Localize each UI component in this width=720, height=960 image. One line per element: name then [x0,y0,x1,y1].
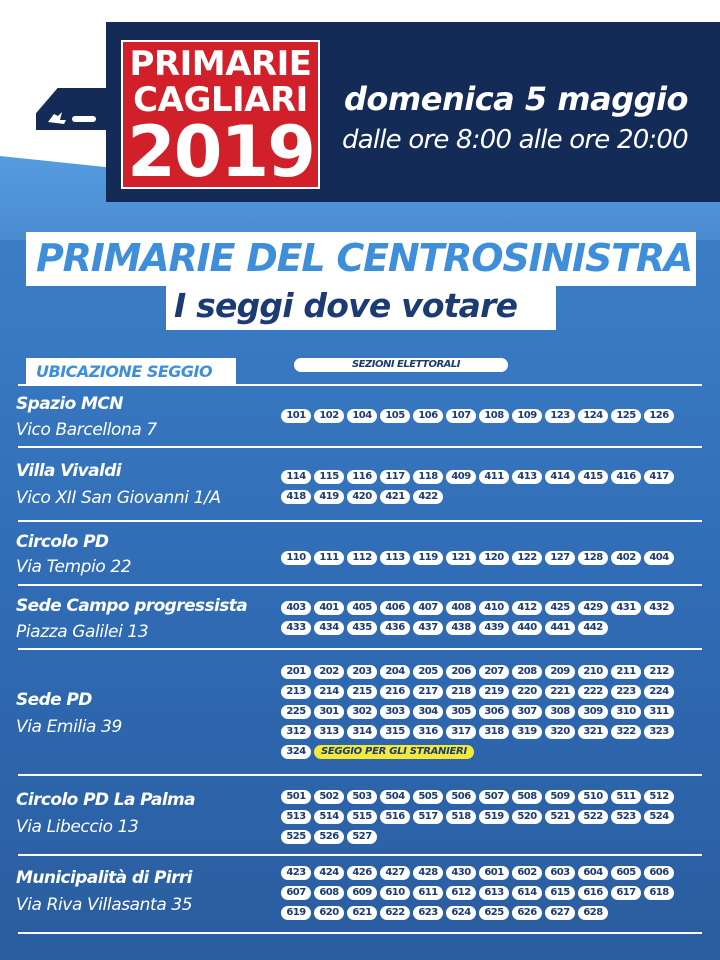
section-badge: 304 [413,705,443,719]
section-list [281,551,675,565]
section-badge: 438 [446,621,476,635]
section-badge: 101 [281,409,311,423]
section-badge: 307 [512,705,542,719]
section-badge: 521 [545,810,575,824]
section-badge: 501 [281,790,311,804]
section-badge: 603 [545,866,575,880]
section-badge: 216 [380,685,410,699]
section-badge: 621 [347,906,377,920]
station-name: Sede Campo progressista [16,596,248,616]
section-badge: 210 [578,665,608,679]
section-badge: 403 [281,601,311,615]
section-badge: 114 [281,470,311,484]
section-badge: 514 [314,810,344,824]
section-badge: 217 [413,685,443,699]
section-list [281,665,675,759]
section-badge: 115 [314,470,344,484]
section-badge: 623 [413,906,443,920]
section-badge: 203 [347,665,377,679]
station-address: Vico Barcellona 7 [16,420,157,440]
section-badge: 108 [479,409,509,423]
section-badge: 616 [578,886,608,900]
logo-city: CAGLIARI [133,80,308,120]
section-badge: 410 [479,601,509,615]
section-badge: 625 [479,906,509,920]
foreign-voters-badge: SEGGIO PER GLI STRANIERI [314,745,474,759]
section-badge: 117 [380,470,410,484]
page-title: PRIMARIE DEL CENTROSINISTRA [36,236,693,280]
section-badge: 322 [611,725,641,739]
section-badge: 402 [611,551,641,565]
section-badge: 121 [446,551,476,565]
section-badge: 527 [347,830,377,844]
section-badge: 211 [611,665,641,679]
section-badge: 309 [578,705,608,719]
section-badge: 509 [545,790,575,804]
section-badge: 519 [479,810,509,824]
section-badge: 314 [347,725,377,739]
section-badge: 302 [347,705,377,719]
section-badge: 308 [545,705,575,719]
section-badge: 430 [446,866,476,880]
section-badge: 432 [644,601,674,615]
section-badge: 311 [644,705,674,719]
section-badge: 324 [281,745,311,759]
section-badge: 515 [347,810,377,824]
divider [18,774,702,776]
section-badge: 622 [380,906,410,920]
section-badge: 510 [578,790,608,804]
divider [18,384,702,386]
divider [18,446,702,448]
section-badge: 442 [578,621,608,635]
station-address: Via Tempio 22 [16,557,132,577]
section-badge: 118 [413,470,443,484]
primarie-logo [121,40,320,193]
section-badge: 303 [380,705,410,719]
section-badge: 301 [314,705,344,719]
station-address: Via Emilia 39 [16,717,122,737]
section-badge: 424 [314,866,344,880]
section-badge: 207 [479,665,509,679]
section-badge: 124 [578,409,608,423]
section-badge: 613 [479,886,509,900]
section-badge: 423 [281,866,311,880]
section-badge: 123 [545,409,575,423]
station-address: Via Riva Villasanta 35 [16,895,193,915]
section-badge: 503 [347,790,377,804]
section-badge: 439 [479,621,509,635]
section-badge: 609 [347,886,377,900]
section-badge: 209 [545,665,575,679]
section-badge: 214 [314,685,344,699]
divider [18,648,702,650]
section-badge: 421 [380,490,410,504]
section-badge: 404 [644,551,674,565]
column-header-sections: SEZIONI ELETTORALI [294,358,508,372]
section-badge: 602 [512,866,542,880]
section-badge: 125 [611,409,641,423]
section-badge: 405 [347,601,377,615]
section-badge: 611 [413,886,443,900]
section-badge: 520 [512,810,542,824]
section-badge: 604 [578,866,608,880]
sardinia-flag-icon [44,106,100,128]
section-badge: 628 [578,906,608,920]
section-list [281,601,675,635]
section-badge: 504 [380,790,410,804]
section-badge: 422 [413,490,443,504]
section-badge: 320 [545,725,575,739]
section-badge: 312 [281,725,311,739]
section-badge: 614 [512,886,542,900]
section-badge: 120 [479,551,509,565]
section-badge: 428 [413,866,443,880]
section-badge: 225 [281,705,311,719]
section-badge: 111 [314,551,344,565]
section-badge: 224 [644,685,674,699]
section-badge: 618 [644,886,674,900]
section-badge: 522 [578,810,608,824]
section-badge: 221 [545,685,575,699]
section-badge: 412 [512,601,542,615]
section-badge: 601 [479,866,509,880]
section-badge: 505 [413,790,443,804]
section-badge: 102 [314,409,344,423]
section-badge: 523 [611,810,641,824]
section-badge: 119 [413,551,443,565]
station-address: Piazza Galilei 13 [16,622,149,642]
divider [18,854,702,856]
section-badge: 619 [281,906,311,920]
section-badge: 219 [479,685,509,699]
section-badge: 416 [611,470,641,484]
section-list [281,790,675,844]
section-badge: 222 [578,685,608,699]
section-badge: 128 [578,551,608,565]
section-badge: 512 [644,790,674,804]
section-badge: 406 [380,601,410,615]
station-name: Sede PD [16,690,92,710]
section-badge: 109 [512,409,542,423]
section-badge: 407 [413,601,443,615]
section-badge: 127 [545,551,575,565]
section-badge: 508 [512,790,542,804]
section-badge: 417 [644,470,674,484]
section-badge: 206 [446,665,476,679]
section-badge: 205 [413,665,443,679]
section-badge: 624 [446,906,476,920]
section-badge: 202 [314,665,344,679]
section-badge: 321 [578,725,608,739]
section-badge: 429 [578,601,608,615]
section-badge: 516 [380,810,410,824]
section-badge: 525 [281,830,311,844]
section-badge: 606 [644,866,674,880]
event-hours: dalle ore 8:00 alle ore 20:00 [342,125,688,155]
section-badge: 306 [479,705,509,719]
station-address: Vico XII San Giovanni 1/A [16,488,221,508]
logo-year: 2019 [127,111,314,193]
column-header-location: UBICAZIONE SEGGIO [26,358,236,385]
section-badge: 319 [512,725,542,739]
section-badge: 318 [479,725,509,739]
section-badge: 441 [545,621,575,635]
divider [18,520,702,522]
section-badge: 418 [281,490,311,504]
section-badge: 506 [446,790,476,804]
section-badge: 607 [281,886,311,900]
section-badge: 426 [347,866,377,880]
section-badge: 204 [380,665,410,679]
section-badge: 511 [611,790,641,804]
section-badge: 305 [446,705,476,719]
section-badge: 437 [413,621,443,635]
station-address: Via Libeccio 13 [16,817,139,837]
page-subtitle: I seggi dove votare [174,286,518,325]
station-name: Municipalità di Pirri [16,868,192,888]
section-badge: 620 [314,906,344,920]
section-badge: 220 [512,685,542,699]
section-badge: 316 [413,725,443,739]
section-badge: 433 [281,621,311,635]
section-badge: 518 [446,810,476,824]
station-name: Villa Vivaldi [16,461,121,481]
section-badge: 425 [545,601,575,615]
section-badge: 401 [314,601,344,615]
section-badge: 507 [479,790,509,804]
section-badge: 201 [281,665,311,679]
section-badge: 411 [479,470,509,484]
section-list [281,470,675,504]
section-badge: 608 [314,886,344,900]
section-list [281,866,675,920]
section-badge: 502 [314,790,344,804]
section-badge: 110 [281,551,311,565]
section-badge: 113 [380,551,410,565]
station-name: Circolo PD [16,532,109,552]
section-badge: 223 [611,685,641,699]
section-badge: 415 [578,470,608,484]
section-badge: 218 [446,685,476,699]
section-badge: 106 [413,409,443,423]
section-badge: 116 [347,470,377,484]
logo-title: PRIMARIE [129,44,312,84]
station-name: Circolo PD La Palma [16,790,196,810]
section-badge: 436 [380,621,410,635]
section-badge: 617 [611,886,641,900]
section-badge: 440 [512,621,542,635]
section-badge: 323 [644,725,674,739]
section-badge: 317 [446,725,476,739]
section-badge: 313 [314,725,344,739]
section-badge: 615 [545,886,575,900]
section-badge: 626 [512,906,542,920]
section-badge: 517 [413,810,443,824]
section-badge: 215 [347,685,377,699]
section-badge: 408 [446,601,476,615]
event-date: domenica 5 maggio [344,80,688,118]
section-badge: 419 [314,490,344,504]
section-badge: 513 [281,810,311,824]
section-badge: 213 [281,685,311,699]
section-badge: 413 [512,470,542,484]
section-badge: 310 [611,705,641,719]
section-badge: 610 [380,886,410,900]
section-badge: 427 [380,866,410,880]
divider [18,932,702,934]
section-badge: 104 [347,409,377,423]
section-list [281,409,675,423]
section-badge: 208 [512,665,542,679]
station-name: Spazio MCN [16,394,123,414]
section-badge: 112 [347,551,377,565]
section-badge: 420 [347,490,377,504]
section-badge: 612 [446,886,476,900]
section-badge: 105 [380,409,410,423]
section-badge: 434 [314,621,344,635]
divider [18,584,702,586]
section-badge: 126 [644,409,674,423]
section-badge: 435 [347,621,377,635]
section-badge: 409 [446,470,476,484]
section-badge: 212 [644,665,674,679]
section-badge: 315 [380,725,410,739]
section-badge: 414 [545,470,575,484]
section-badge: 627 [545,906,575,920]
section-badge: 526 [314,830,344,844]
section-badge: 107 [446,409,476,423]
section-badge: 122 [512,551,542,565]
section-badge: 524 [644,810,674,824]
section-badge: 431 [611,601,641,615]
section-badge: 605 [611,866,641,880]
